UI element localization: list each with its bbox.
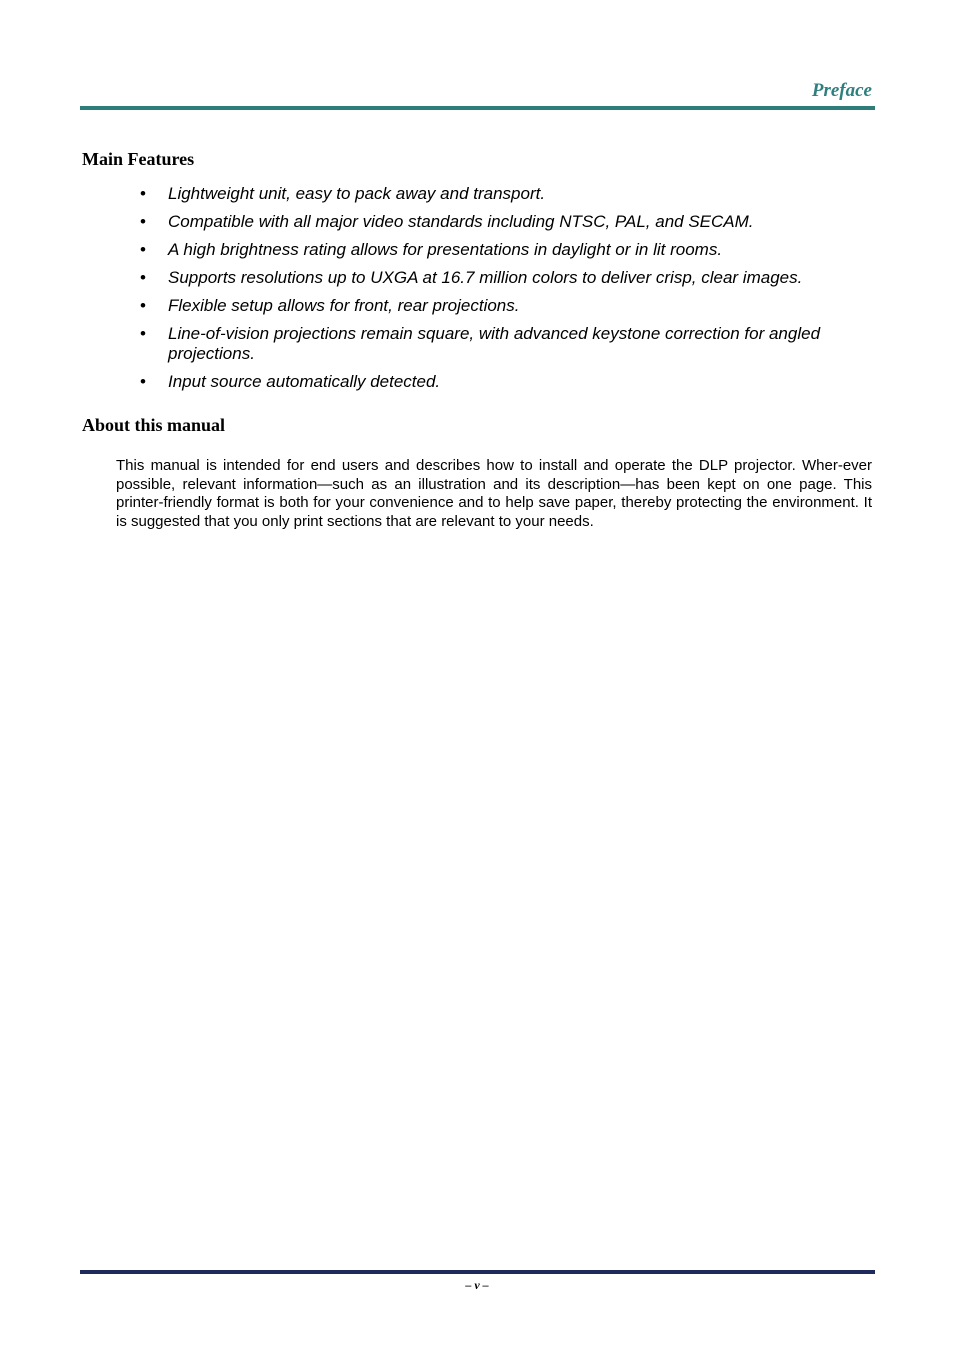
bullet-icon: • — [140, 268, 146, 287]
page-header-title: Preface — [811, 80, 872, 101]
page-number: – v – — [465, 1278, 489, 1292]
feature-text: Flexible setup allows for front, rear projections. — [168, 296, 520, 315]
feature-item — [82, 372, 872, 392]
feature-text: A high brightness rating allows for presentations in daylight or in lit rooms. — [168, 240, 723, 259]
feature-item — [82, 212, 872, 232]
feature-text: Line-of-vision projections remain square, with advanced keystone correction for angled projections. — [168, 324, 821, 363]
header-divider — [80, 106, 875, 110]
about-manual-heading: About this manual — [82, 415, 226, 435]
feature-item — [82, 324, 872, 364]
bullet-icon: • — [140, 184, 146, 203]
bullet-icon: • — [140, 296, 146, 315]
main-features-heading: Main Features — [82, 149, 195, 169]
feature-text: Supports resolutions up to UXGA at 16.7 million colors to deliver crisp, clear images. — [168, 268, 803, 287]
bullet-icon: • — [140, 324, 146, 343]
feature-text: Compatible with all major video standards including NTSC, PAL, and SECAM. — [168, 212, 754, 231]
main-features-list — [82, 184, 872, 400]
feature-text: Input source automatically detected. — [168, 372, 441, 391]
feature-text: Lightweight unit, easy to pack away and transport. — [168, 184, 546, 203]
bullet-icon: • — [140, 212, 146, 231]
feature-item — [82, 296, 872, 316]
bullet-icon: • — [140, 240, 146, 259]
bullet-icon: • — [140, 372, 146, 391]
feature-item — [82, 240, 872, 260]
footer-divider — [80, 1270, 875, 1274]
feature-item — [82, 184, 872, 204]
feature-item — [82, 268, 872, 288]
about-manual-body: This manual is intended for end users and describes how to install and operate the DLP projector. Wher-ever possible, relevant information—such as an illustration and its description—has been kept on one page. This printer-friendly format is both for your convenience and to help save paper, thereby protecting the environment. It is suggested that you only print sections that are relevant to your needs. — [116, 457, 872, 530]
